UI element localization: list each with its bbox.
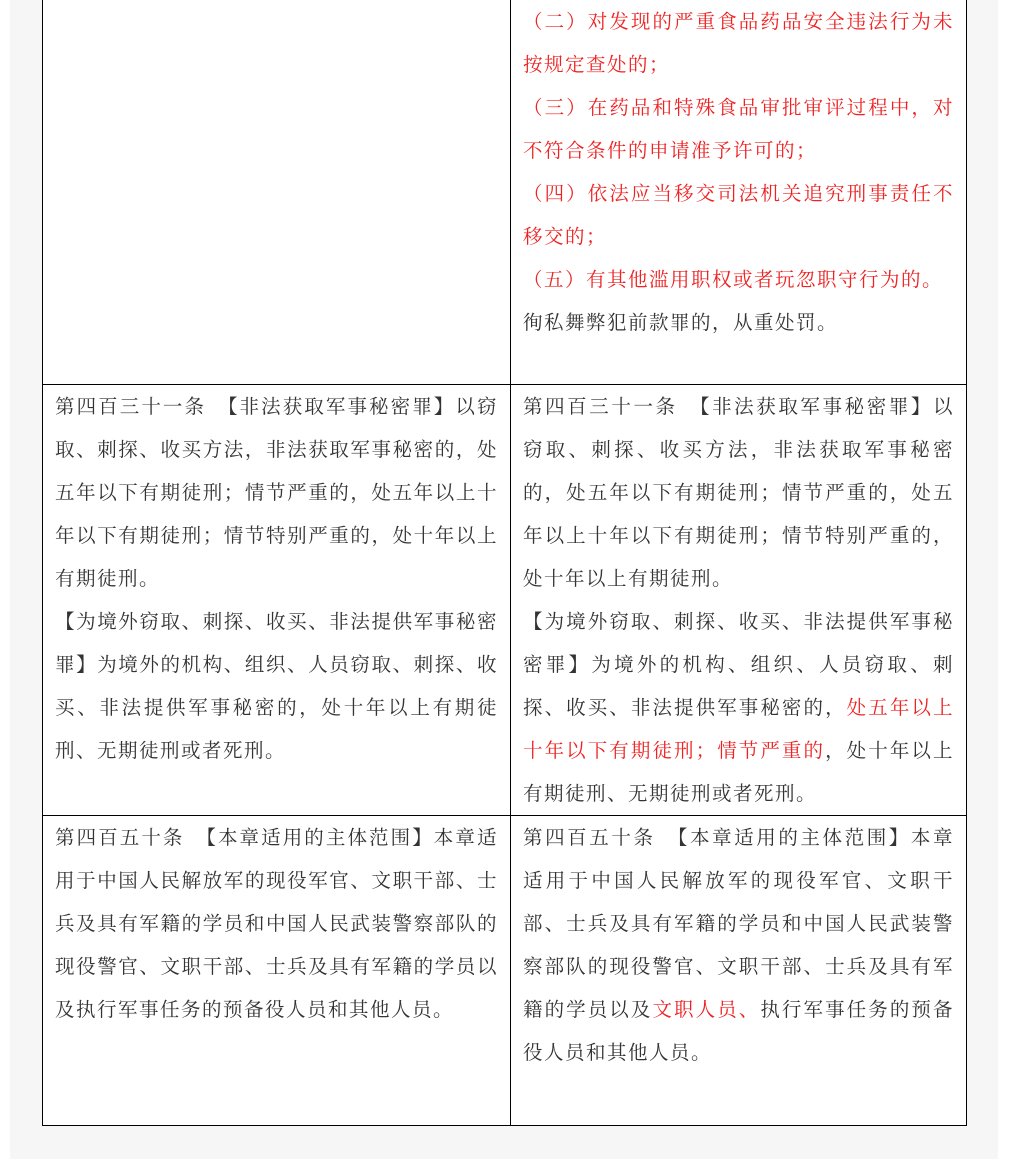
- amended-text: （二）对发现的严重食品药品安全违法行为未按规定查处的；: [523, 10, 954, 76]
- paragraph: [523, 816, 954, 1074]
- text-segment: 【为境外窃取、刺探、收买、非法提供军事秘密罪】为境外的机构、组织、人员窃取、刺探、收买、非法提供军事秘密的，: [523, 610, 954, 719]
- new-text-cell: [511, 816, 967, 1126]
- paragraph: [523, 301, 954, 344]
- table-row: [43, 0, 967, 385]
- text-segment: 第四百五十条 【本章适用的主体范围】本章适用于中国人民解放军的现役军官、文职干部、士兵及具有军籍的学员和中国人民武装警察部队的现役警官、文职干部、士兵及具有军籍的学员以及: [523, 826, 954, 1021]
- text-segment: 第四百三十一条 【非法获取军事秘密罪】以窃取、刺探、收买方法，非法获取军事秘密的，处五年以下有期徒刑；情节严重的，处五年以上十年以下有期徒刑；情节特别严重的，处十年以上有期徒刑。: [523, 395, 954, 590]
- paragraph: [55, 600, 498, 772]
- amended-text: 处五年以上十年以下有期徒刑；情节严重的: [523, 696, 954, 762]
- paragraph: [55, 816, 498, 1031]
- old-text-cell: [43, 0, 511, 385]
- amended-text: （五）有其他滥用职权或者玩忽职守行为的。: [523, 268, 944, 291]
- paragraph: [523, 385, 954, 600]
- paragraph: [523, 0, 954, 86]
- text-segment: 第四百三十一条 【非法获取军事秘密罪】以窃取、刺探、收买方法，非法获取军事秘密的，处五年以下有期徒刑；情节严重的，处五年以上十年以下有期徒刑；情节特别严重的，处十年以上有期徒刑。: [55, 395, 498, 590]
- text-segment: ，处十年以上有期徒刑、无期徒刑或者死刑。: [523, 739, 954, 805]
- paragraph: [55, 385, 498, 600]
- new-text-cell: [511, 0, 967, 385]
- text-segment: 第四百五十条 【本章适用的主体范围】本章适用于中国人民解放军的现役军官、文职干部、士兵及具有军籍的学员和中国人民武装警察部队的现役警官、文职干部、士兵及具有军籍的学员以及执行军事任务的预备役人员和其他人员。: [55, 826, 498, 1021]
- paragraph: [523, 258, 954, 301]
- paragraph: [523, 600, 954, 815]
- amended-text: （三）在药品和特殊食品审批审评过程中，对不符合条件的申请准予许可的；: [523, 96, 954, 162]
- text-segment: 执行军事任务的预备役人员和其他人员。: [523, 998, 954, 1064]
- paragraph: [523, 172, 954, 258]
- law-comparison-table: [42, 0, 967, 1126]
- text-segment: 【为境外窃取、刺探、收买、非法提供军事秘密罪】为境外的机构、组织、人员窃取、刺探、收买、非法提供军事秘密的，处十年以上有期徒刑、无期徒刑或者死刑。: [55, 610, 498, 762]
- old-text-cell: [43, 816, 511, 1126]
- amended-text: 文职人员、: [652, 998, 761, 1021]
- amended-text: （四）依法应当移交司法机关追究刑事责任不移交的；: [523, 182, 954, 248]
- paragraph: [523, 86, 954, 172]
- law-comparison-table-container: [42, 0, 966, 1126]
- table-row: [43, 816, 967, 1126]
- table-row: [43, 385, 967, 816]
- text-segment: 徇私舞弊犯前款罪的，从重处罚。: [523, 311, 839, 334]
- old-text-cell: [43, 385, 511, 816]
- new-text-cell: [511, 385, 967, 816]
